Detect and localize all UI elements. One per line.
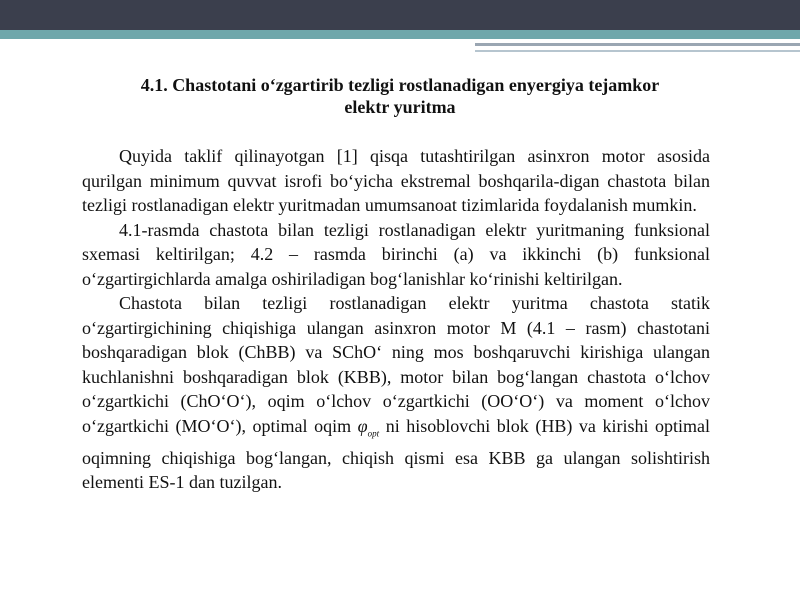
paragraph-1: Quyida taklif qilinayotgan [1] qisqa tutashtirilgan asinxron motor asosida qurilgan minimum quvvat isrofi bo‘yicha ekstremal boshqarila-digan chastota bilan tezligi rostlanadigan elektr yuritmadan umumsanoat tizimlarida foydalanish mumkin. (82, 146, 710, 215)
heading-line-1: 4.1. Chastotani o‘zgartirib tezligi rostlanadigan enyergiya tejamkor (140, 75, 660, 95)
body-text (82, 144, 710, 495)
top-decorative-bar (0, 0, 800, 30)
paragraph-2: 4.1-rasmda chastota bilan tezligi rostlanadigan elektr yuritmaning funksional sxemasi keltirilgan; 4.2 – rasmda birinchi (a) va ikkinchi (b) funksional o‘zgartirgichlarda amalga oshiriladigan bog‘lanishlar ko‘rinishi keltirilgan. (82, 219, 710, 289)
paragraph-3-text-end: ni hisoblovchi blok (HB) va kirishi optimal oqimning chiqishiga bog‘langan, chiqish qismi esa KBB ga ulangan solishtirish elementi ES-1 dan tuzilgan. (82, 415, 710, 493)
accent-line (475, 50, 800, 52)
section-heading (60, 74, 740, 118)
phi-letter: φ (357, 415, 368, 436)
phi-subscript: opt (367, 428, 380, 439)
phi-opt-symbol (357, 415, 380, 439)
paragraph-3 (82, 291, 710, 495)
teal-decorative-band (0, 30, 800, 39)
heading-line-2: elektr yuritma (344, 97, 456, 117)
accent-line (475, 43, 800, 46)
paragraph-3-text-start: Chastota bilan tezligi rostlanadigan elektr yuritma chastota statik o‘zgartirgichining chiqishiga ulangan asinxron motor M (4.1 – rasm) chastotani boshqaradigan blok (ChBB) va SChO‘ ning mos boshqaruvchi kirishiga ulangan kuchlanishni boshqaradigan blok (KBB), motor bilan bog‘langan chastota o‘lchov o‘zgartkichi (ChO‘O‘), oqim o‘lchov o‘zgartkichi (OO‘O‘) va moment o‘lchov o‘zgartkichi (MO‘O‘), optimal oqim (82, 293, 710, 436)
